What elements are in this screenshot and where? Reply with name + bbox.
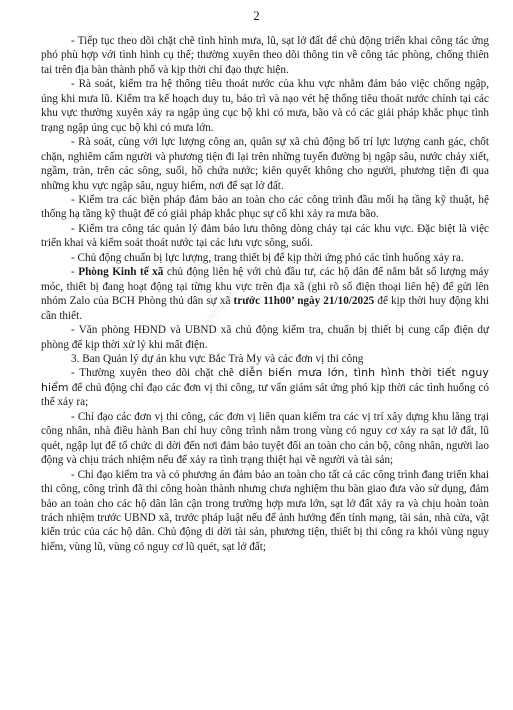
paragraph-monitor-rain: - Tiếp tục theo dõi chặt chẽ tình hình mưa, lũ, sạt lở đất để chủ động triển khai công tác ứng phó phù hợp với tình hình cụ thể; thường xuyên theo dõi thông tin về công tác phòng, chống thiên tai trên địa bàn thành phố và kịp thời chỉ đạo thực hiện. — [41, 35, 489, 76]
document-body — [41, 34, 489, 554]
deadline-text: trước 11h00’ ngày 21/10/2025 — [233, 295, 375, 308]
economic-department-text: chủ động liên hệ với chủ đầu tư, các hộ dân để nắm bắt số lượng máy móc, thiết bị đang hoạt động tại từng khu vực trên địa xã (ghi rõ số điện thoại liên hệ) để gửi lên nhóm Zalo của BCH Phòng thủ dân sự xã — [41, 266, 489, 308]
section-heading-3: 3. Ban Quản lý dự án khu vực Bắc Trà My và các đơn vị thi công — [71, 352, 364, 365]
paragraph-drainage-review: - Rà soát, kiểm tra hệ thống tiêu thoát nước của khu vực nhằm đảm bảo việc chống ngập, úng khi mưa lũ. Kiểm tra kế hoạch duy tu, bảo trì và nạo vét hệ thống tiêu thoát nước chính tại các khu vực thường xuyên xảy ra ngập úng cục bộ khi có mưa, bão và có các giải pháp khắc phục tình trạng ngập úng cục bộ khi có mưa lớn. — [41, 78, 489, 134]
weather-end: để chủ động chỉ đạo các đơn vị thi công, tư vấn giám sát ứng phó kịp thời các tình huống có thể xảy ra; — [41, 381, 489, 409]
weather-start: - Thường xuyên theo dõi chặt chẽ — [71, 367, 239, 380]
page-number: 2 — [253, 8, 260, 23]
paragraph-weather-monitoring — [41, 366, 489, 409]
paragraph-worker-camps: - Chỉ đạo các đơn vị thi công, các đơn vị liên quan kiểm tra các vị trí xây dựng khu lăng trại công nhân, nhà điều hành Ban chỉ huy công trình nằm trong vùng có nguy cơ xảy ra sạt lở đất, lũ quét, ngập lụt để tổ chức di dời đến nơi đảm bảo tuyệt đối an toàn cho cán bộ, công nhân, người lao động và chịu trách nhiệm nếu để xảy ra tình trạng thiệt hại về người và tài sản; — [41, 410, 489, 467]
watermark: vbpl.thuvienphapluat.vn — [178, 258, 262, 356]
weather-highlight: diễn biến mưa lớn, tình hình thời tiết nguy hiểm — [41, 366, 489, 394]
economic-department-name: Phòng Kinh tế xã — [78, 266, 164, 279]
paragraph-economic-department — [41, 265, 489, 323]
paragraph-prepare-forces: - Chủ động chuẩn bị lực lượng, trang thiết bị để kịp thời ứng phó các tình huống xảy ra. — [71, 251, 464, 264]
economic-department-end: để kịp thời huy động khi cần thiết. — [41, 295, 489, 322]
paragraph-construction-safety: - Chỉ đạo kiểm tra và có phương án đảm bảo an toàn cho tất cả các công trình đang triển khai thi công, công trình đã thi công hoàn thành nhưng chưa nghiệm thu bàn giao đưa vào sử dụng, đảm bảo an toàn cho các hộ dân lân cận trong trường hợp mưa lớn, sạt lở đất xảy ra và chịu hoàn toàn trách nhiệm trước UBND xã, trước pháp luật nếu để ảnh hưởng đến tính mạng, tài sản, nhà cửa, vật kiến trúc của các hộ dân. Chủ động di dời tài sản, phương tiện, thiết bị thi công ra khỏi vùng nguy hiểm, vùng lũ, vùng có nguy cơ lũ quét, sạt lở đất; — [41, 468, 489, 553]
dash-text: - — [71, 266, 79, 279]
paragraph-traffic-control: - Rà soát, cùng với lực lượng công an, quân sự xã chủ động bố trí lực lượng canh gác, chốt chặn, nghiêm cấm người và phương tiện đi lại trên những tuyến đường bị ngập sâu, nước chảy xiết, ngầm, tràn, trên các sông, suối, hồ chứa nước; kiên quyết không cho người, phương tiện đi qua những khu vực ngập sâu, nguy hiểm, nơi để sạt lở đất. — [41, 136, 489, 192]
paragraph-infrastructure-safety: - Kiểm tra các biện pháp đảm bảo an toàn cho các công trình đầu mối hạ tầng kỹ thuật, hệ thống hạ tầng kỹ thuật để có giải pháp khắc phục sự cố khi xảy ra mưa bão. — [41, 193, 489, 221]
paragraph-flow-management: - Kiểm tra công tác quản lý đảm bảo lưu thông dòng chảy tại các khu vực. Đặc biệt là việc triển khai và kiểm soát thoát nước tại các lưu vực sông, suối. — [41, 222, 489, 250]
paragraph-backup-power: - Văn phòng HĐND và UBND xã chủ động kiểm tra, chuẩn bị thiết bị cung cấp điện dự phòng để kịp thời xử lý khi mất điện. — [41, 324, 489, 351]
